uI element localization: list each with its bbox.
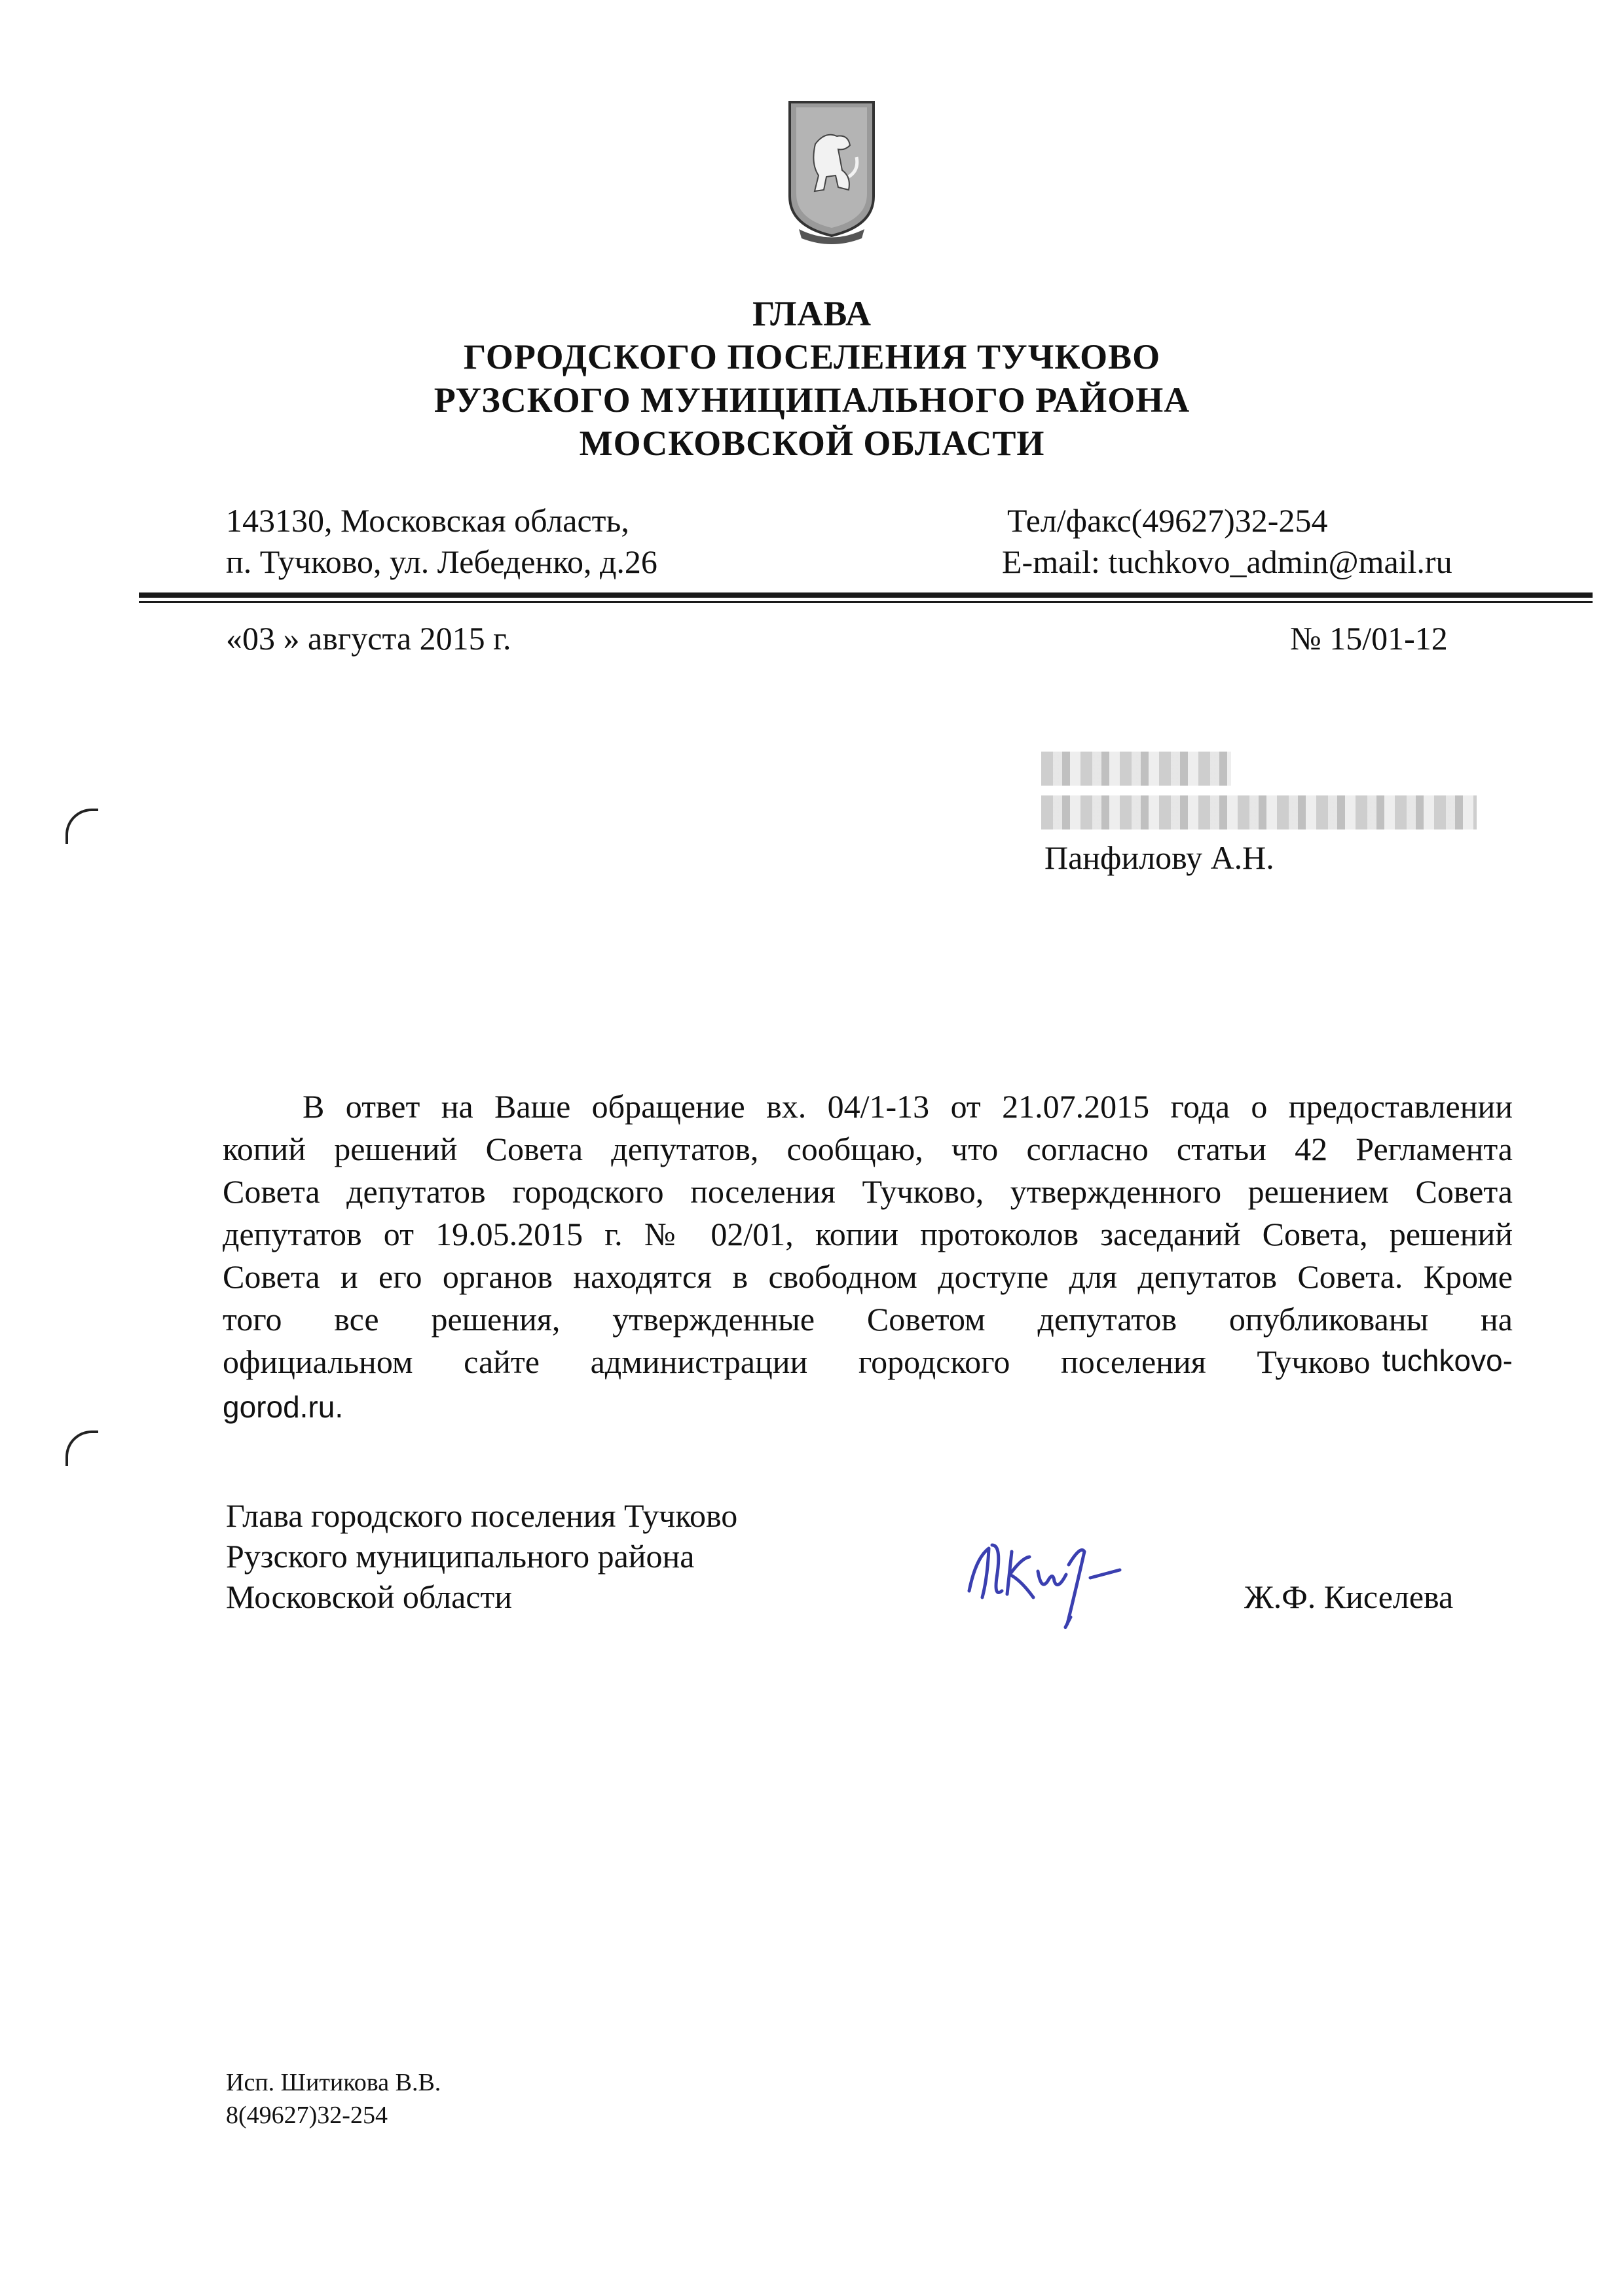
recipient-name: Панфилову А.Н. [1044, 839, 1274, 876]
body-line-6: того все решения, утвержденные Советом депутатов опубликованы на [223, 1301, 1513, 1338]
body-line-7 [223, 1345, 1513, 1378]
signatory-title-line-3: Московской области [226, 1578, 513, 1615]
handwritten-signature [956, 1519, 1139, 1637]
header-title-line-2: ГОРОДСКОГО ПОСЕЛЕНИЯ ТУЧКОВО [463, 337, 1161, 376]
header-divider [139, 592, 1593, 598]
website-link-part-1: tuchkovo- [1382, 1343, 1513, 1377]
header-divider-thin [139, 601, 1593, 603]
body-line-5: Совета и его органов находятся в свободном доступе для депутатов Совета. Кроме [223, 1258, 1513, 1295]
executor-phone: 8(49627)32-254 [226, 2102, 388, 2129]
body-line-7-text: официальном сайте администрации городского поселения Тучково [223, 1343, 1371, 1380]
phone-fax: Тел/факс(49627)32-254 [1007, 502, 1328, 539]
body-line-3: Совета депутатов городского поселения Тучково, утвержденного решением Совета [223, 1173, 1513, 1210]
letter-date: «03 » августа 2015 г. [226, 620, 511, 657]
coat-of-arms-icon [786, 98, 877, 246]
punch-mark [65, 1430, 98, 1466]
signatory-title-line-2: Рузского муниципального района [226, 1538, 695, 1575]
header-title-line-3: РУЗСКОГО МУНИЦИПАЛЬНОГО РАЙОНА [434, 380, 1190, 420]
address-line-2: п. Тучково, ул. Лебеденко, д.26 [226, 543, 657, 580]
signatory-name: Ж.Ф. Киселева [1244, 1578, 1454, 1615]
body-line-4: депутатов от 19.05.2015 г. № 02/01, копии протоколов заседаний Совета, решений [223, 1216, 1513, 1252]
signatory-title-line-1: Глава городского поселения Тучково [226, 1497, 738, 1534]
header-title-line-4: МОСКОВСКОЙ ОБЛАСТИ [579, 424, 1045, 463]
letter-number: № 15/01-12 [1290, 620, 1448, 657]
redacted-recipient-line-2 [1041, 795, 1477, 829]
body-line-1: В ответ на Ваше обращение вх. 04/1-13 от 21.07.2015 года о предоставлении [303, 1088, 1513, 1125]
address-line-1: 143130, Московская область, [226, 502, 629, 539]
email: E-mail: tuchkovo_admin@mail.ru [1002, 543, 1452, 580]
executor-name: Исп. Шитикова В.В. [226, 2069, 441, 2096]
punch-mark [65, 809, 98, 844]
redacted-recipient-line-1 [1041, 752, 1231, 786]
website-link-part-2: gorod.ru. [223, 1390, 344, 1424]
header-title-line-1: ГЛАВА [752, 294, 872, 333]
body-line-2: копий решений Совета депутатов, сообщаю, что согласно статьи 42 Регламента [223, 1131, 1513, 1167]
